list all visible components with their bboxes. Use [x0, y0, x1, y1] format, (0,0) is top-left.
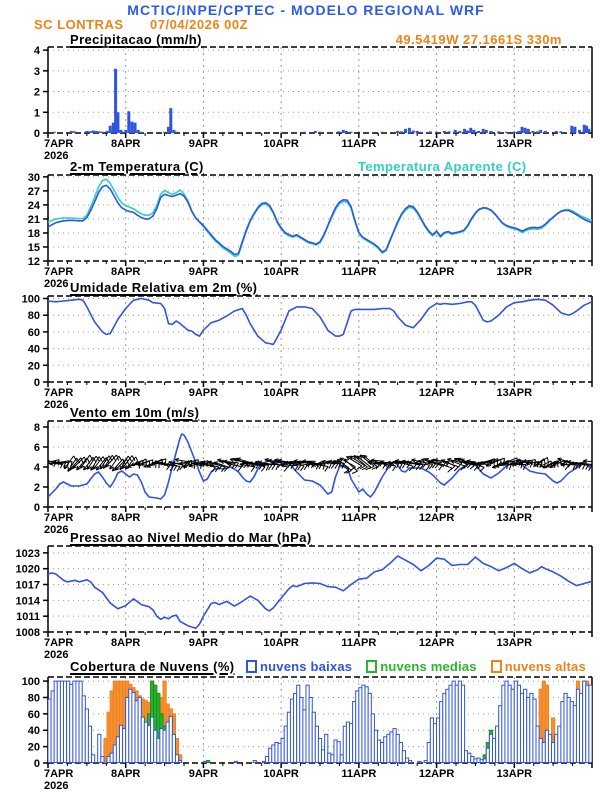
svg-text:11APR: 11APR [341, 387, 377, 399]
svg-text:30: 30 [27, 171, 40, 184]
svg-text:20: 20 [27, 741, 40, 754]
panel-title-precipitation: Precipitacao (mm/h) [70, 32, 202, 47]
svg-text:20: 20 [27, 360, 40, 373]
svg-text:24: 24 [27, 199, 40, 212]
svg-text:9APR: 9APR [188, 637, 219, 649]
apparent-temperature-label: Temperatura Aparente (C) [358, 159, 527, 174]
report-title: MCTIC/INPE/CPTEC - MODELO REGIONAL WRF [127, 2, 485, 18]
svg-text:15: 15 [27, 241, 40, 254]
panel-title-pressure: Pressao ao Nivel Medio do Mar (hPa) [70, 530, 312, 545]
svg-text:2026: 2026 [44, 524, 69, 536]
svg-text:100: 100 [21, 293, 40, 306]
svg-text:60: 60 [27, 326, 40, 339]
legend-label-high-clouds: nuvens altas [504, 659, 586, 674]
legend-label-mid-clouds: nuvens medias [380, 659, 477, 674]
svg-text:18: 18 [27, 227, 40, 240]
legend-label-low-clouds: nuvens baixas [260, 659, 353, 674]
svg-text:60: 60 [27, 708, 40, 721]
svg-text:7APR: 7APR [44, 512, 74, 524]
panel-title-humidity: Umidade Relativa em 2m (%) [70, 280, 258, 295]
svg-text:8: 8 [33, 422, 40, 434]
svg-text:9APR: 9APR [188, 266, 219, 278]
svg-text:100: 100 [21, 676, 40, 689]
svg-text:13APR: 13APR [496, 387, 533, 399]
svg-text:12APR: 12APR [418, 637, 455, 649]
svg-text:7APR: 7APR [44, 387, 74, 399]
svg-text:80: 80 [27, 692, 40, 705]
model-run-datetime: 07/04/2026 00Z [150, 17, 249, 32]
svg-text:2026: 2026 [44, 278, 69, 290]
svg-text:8APR: 8APR [111, 387, 141, 399]
svg-text:2026: 2026 [44, 399, 69, 411]
svg-text:13APR: 13APR [496, 138, 533, 150]
svg-text:13APR: 13APR [496, 266, 533, 278]
svg-text:13APR: 13APR [496, 768, 533, 780]
svg-text:1008: 1008 [15, 627, 40, 639]
svg-text:7APR: 7APR [44, 637, 74, 649]
svg-text:4: 4 [33, 45, 40, 58]
svg-text:13APR: 13APR [496, 637, 533, 649]
panel-pressure [16, 546, 592, 661]
svg-text:1: 1 [33, 107, 40, 120]
svg-text:4: 4 [33, 462, 40, 474]
svg-text:8APR: 8APR [111, 637, 141, 649]
svg-text:1011: 1011 [16, 611, 40, 624]
panel-wind [34, 421, 598, 536]
svg-text:6: 6 [33, 442, 40, 454]
svg-text:11APR: 11APR [341, 138, 377, 150]
svg-text:10APR: 10APR [263, 512, 299, 524]
svg-text:1017: 1017 [15, 579, 40, 592]
panel-humidity [22, 294, 592, 411]
svg-text:12APR: 12APR [418, 138, 455, 150]
svg-text:2026: 2026 [44, 150, 69, 162]
svg-text:0: 0 [33, 128, 40, 140]
svg-text:10APR: 10APR [263, 768, 299, 780]
panel-title-temperature: 2-m Temperatura (C) [70, 159, 204, 174]
svg-text:11APR: 11APR [341, 637, 377, 649]
panel-title-wind: Vento em 10m (m/s) [70, 405, 200, 420]
svg-text:2: 2 [33, 86, 40, 99]
svg-text:40: 40 [27, 343, 40, 356]
svg-text:12APR: 12APR [418, 387, 455, 399]
svg-text:12APR: 12APR [418, 266, 455, 278]
svg-text:13APR: 13APR [496, 512, 533, 524]
svg-text:8APR: 8APR [111, 266, 141, 278]
svg-text:0: 0 [33, 502, 40, 514]
panel-precipitation [34, 45, 592, 162]
svg-text:11APR: 11APR [341, 266, 377, 278]
svg-text:3: 3 [33, 65, 40, 78]
svg-text:10APR: 10APR [263, 266, 299, 278]
svg-text:8APR: 8APR [111, 138, 141, 150]
svg-text:10APR: 10APR [263, 138, 299, 150]
svg-text:10APR: 10APR [263, 387, 299, 399]
svg-text:1023: 1023 [15, 547, 40, 560]
svg-text:11APR: 11APR [341, 768, 377, 780]
svg-text:10APR: 10APR [263, 637, 299, 649]
svg-text:40: 40 [27, 725, 40, 738]
svg-text:1014: 1014 [15, 595, 40, 608]
panel-title-clouds: Cobertura de Nuvens (%) [70, 659, 235, 674]
station-name: SC LONTRAS [34, 17, 124, 32]
svg-text:9APR: 9APR [188, 768, 219, 780]
station-coordinates: 49.5419W 27.1661S 330m [395, 32, 562, 47]
svg-text:12APR: 12APR [418, 768, 455, 780]
svg-text:7APR: 7APR [44, 768, 74, 780]
svg-text:0: 0 [33, 758, 40, 770]
panel-temperature [28, 172, 592, 290]
svg-text:11APR: 11APR [341, 512, 377, 524]
svg-text:9APR: 9APR [188, 387, 219, 399]
svg-text:2: 2 [33, 482, 40, 494]
svg-text:8APR: 8APR [111, 512, 141, 524]
svg-text:9APR: 9APR [188, 138, 219, 150]
svg-text:21: 21 [27, 213, 40, 226]
svg-text:12APR: 12APR [418, 512, 455, 524]
svg-text:7APR: 7APR [44, 266, 74, 278]
svg-text:27: 27 [27, 185, 40, 198]
svg-text:12: 12 [27, 256, 40, 268]
svg-text:1020: 1020 [15, 563, 40, 576]
svg-text:9APR: 9APR [188, 512, 219, 524]
svg-text:80: 80 [27, 310, 40, 323]
svg-text:8APR: 8APR [111, 768, 141, 780]
panel-clouds [22, 676, 592, 792]
svg-text:2026: 2026 [44, 649, 69, 661]
svg-text:7APR: 7APR [44, 138, 74, 150]
svg-text:0: 0 [33, 377, 40, 389]
svg-text:2026: 2026 [44, 780, 69, 792]
